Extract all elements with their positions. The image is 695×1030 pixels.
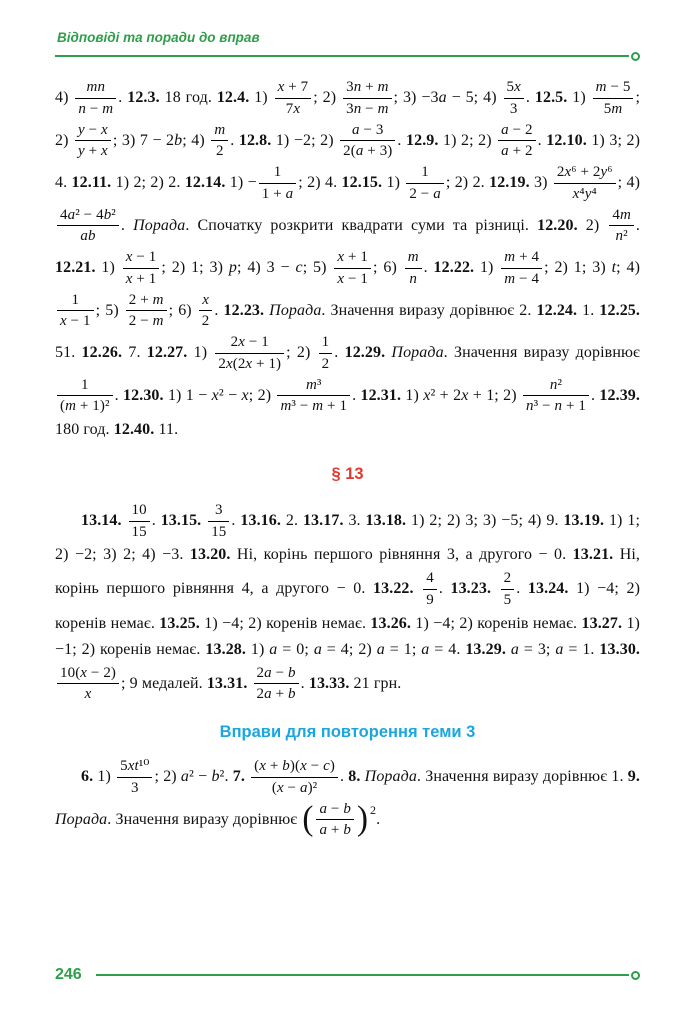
fraction-denominator: n³ − n + 1 — [526, 398, 586, 415]
exercise-number: 13.22. — [373, 580, 414, 598]
fraction — [319, 333, 333, 374]
math-variable: a — [501, 121, 509, 138]
math-variable: m — [504, 249, 516, 265]
math-variable: x — [225, 355, 233, 372]
math-variable: x — [241, 386, 249, 404]
fraction-denominator: 2a + b — [256, 686, 296, 703]
advice-label: Порада — [133, 216, 186, 234]
fraction-denominator: n − m — [78, 100, 114, 117]
math-variable: x — [101, 143, 108, 160]
exponent: 2 — [370, 802, 377, 817]
math-variable: x — [564, 164, 572, 180]
math-variable: a — [313, 640, 322, 658]
exercise-number: 13.23. — [450, 580, 492, 598]
fraction-denominator: 3n − m — [346, 100, 389, 117]
fraction-denominator: 7x — [285, 100, 301, 117]
exercise-number: 13.30. — [599, 640, 641, 658]
math-variable: t — [611, 258, 617, 276]
math-variable: a — [180, 768, 190, 786]
fraction-numerator: 1 — [57, 376, 113, 397]
exercise-number: 13.19. — [563, 511, 605, 529]
math-variable: m — [214, 121, 226, 138]
fraction — [501, 248, 542, 289]
exercise-number: 12.26. — [81, 343, 123, 361]
fraction — [117, 757, 152, 798]
math-variable: x — [259, 758, 266, 775]
math-variable: b — [174, 131, 183, 149]
fraction-denominator: m − 4 — [504, 270, 540, 287]
math-variable: ab — [80, 228, 96, 245]
math-variable: m — [152, 313, 164, 330]
fraction-denominator: 3 — [509, 100, 518, 117]
exercise-number: 13.29. — [465, 640, 506, 658]
math-variable: n — [554, 398, 563, 415]
math-variable: m — [595, 79, 607, 95]
fraction-numerator: 4m — [609, 206, 634, 227]
exercise-number: 13.33. — [308, 674, 350, 692]
fraction-denominator: 15 — [211, 523, 227, 540]
fraction — [523, 376, 589, 417]
fraction — [259, 163, 296, 204]
math-variable: n — [353, 100, 362, 117]
parenthesized-fraction-power — [301, 799, 376, 842]
fraction — [57, 376, 113, 417]
math-variable: a — [319, 800, 328, 817]
exercise-number: 12.30. — [123, 386, 164, 404]
fraction-numerator: 3 — [208, 501, 229, 522]
left-paren: ( — [302, 800, 314, 839]
math-variable: m — [504, 270, 516, 287]
fraction-denominator: a + 2 — [501, 143, 533, 160]
fraction — [208, 501, 229, 542]
fraction-numerator — [405, 248, 422, 269]
exercise-number: 12.21. — [55, 258, 96, 276]
math-variable: b — [282, 758, 290, 775]
fraction — [75, 78, 116, 119]
fraction — [57, 291, 94, 332]
math-variable: b — [343, 800, 351, 817]
math-variable: b — [103, 206, 112, 223]
math-variable: m — [305, 376, 317, 393]
fraction-denominator: 2 − a — [409, 185, 441, 202]
fraction-numerator: a − b — [316, 800, 353, 821]
math-variable: m — [312, 398, 324, 415]
page-header — [55, 30, 640, 61]
exercise-number: 13.18. — [365, 511, 407, 529]
fraction-denominator: 2(a + 3) — [343, 143, 393, 160]
fraction-numerator: 10 — [129, 501, 150, 522]
header-rule — [55, 52, 640, 61]
math-variable: x — [337, 270, 345, 287]
fraction-numerator: a − 2 — [498, 121, 535, 142]
exercise-number: 13.31. — [206, 674, 248, 692]
math-variable: n — [353, 79, 362, 95]
math-variable: x — [572, 185, 580, 202]
fraction-numerator: 2 + m — [126, 291, 167, 312]
answers-section-12: 4) $\frac{mn}{n - m}$ . 12.3. 18 год. 12.4. 1) $\frac{x + 7}{7x}$ ; 2) $\frac{3n + m}{3n - m}$ ; 3) −3a − 5; 4) $\frac{5x}{3}$ . 12.5. 1) $\frac{m - 5}{5m}$ ; 2) $\frac{y - x}{y + x}$ ; 3) 7 − 2b; 4) $\frac{m}{2}$ . 12.8. 1) −2; 2) $\frac{a - 3}{2(a + 3)}$ . 12.9. 1) 2; 2) $\frac{a - 2}{a + 2}$ . 12.10. 1) 3; 2) 4. 12.11. 1) 2; 2) 2. 12.14. 1) − $\frac{1}{1 + a}$ ; 2) 4. 12.15. 1) $\frac{1}{2 - a}$ ; 2) 2. 12.19. 3) $\frac{\text{2x⁶ + 2y⁶}}{\text{x⁴y⁴}}$ ; 4) $\frac{\text{4a² − 4b²}}{ab}$ . Порада. Спочатку розкрити квадрати суми та різниці. 12.20. 2) $\frac{4m}{\text{n²}}$ . 12.21. 1) $\frac{x - 1}{x + 1}$ ; 2) 1; 3) p; 4) 3 − c; 5) $\frac{x + 1}{x - 1}$ ; 6) $\frac{m}{n}$ . 12.22. 1) $\frac{m + 4}{m - 4}$ ; 2) 1; 3) t; 4) $\frac{1}{x - 1}$ ; 5) $\frac{2 + m}{2 - m}$ ; 6) $\frac{x}{2}$ . 12.23. Порада. Значення виразу дорівнює 2. 12.24. 1. 12.25. 51. 12.26. 7. 12.27. 1) $\frac{2x - 1}{2x(2x + 1)}$ ; 2) $\frac{1}{2}$ . 12.29. Порада. Значення виразу дорівнює $\frac{1}{\text{(m + 1)²}}$ . 12.30. 1) 1 − x² − x; 2) $\frac{\text{m³}}{\text{m³ − m + 1}}$ . 12.31. 1) x² + 2x + 1; 2) $\frac{\text{n²}}{\text{n³ − n + 1}}$ . 12.39. 180 год. 12.40. 11. — [55, 79, 641, 438]
math-variable: x — [423, 386, 431, 404]
exercise-number: 12.5. — [534, 88, 568, 106]
exercise-number: 13.17. — [302, 511, 344, 529]
math-variable: m — [152, 291, 164, 308]
fraction — [123, 248, 160, 289]
footer-rule-ring-icon — [631, 971, 640, 980]
fraction-denominator — [57, 226, 119, 246]
math-variable: x — [238, 334, 245, 350]
footer-rule — [96, 971, 640, 980]
advice-label: Порада — [364, 768, 417, 786]
exercise-number: 13.27. — [581, 614, 623, 632]
math-variable: m — [611, 100, 623, 117]
math-variable: m — [280, 398, 292, 415]
math-variable: n — [526, 398, 534, 415]
math-variable: a — [376, 640, 385, 658]
advice-label: Порада — [391, 343, 444, 361]
fraction-numerator: n² — [523, 376, 589, 397]
fraction — [57, 206, 119, 247]
fraction — [277, 376, 350, 417]
fraction-denominator: 9 — [426, 592, 434, 609]
math-variable: a — [510, 640, 519, 658]
math-variable: m — [377, 79, 389, 95]
fraction-denominator: (m + 1)² — [60, 398, 110, 415]
fraction-numerator: 2x⁶ + 2y⁶ — [554, 163, 616, 184]
math-variable: x — [514, 79, 521, 95]
fraction — [423, 569, 437, 610]
fraction-denominator: 5m — [603, 100, 623, 117]
math-variable: x — [293, 100, 301, 117]
math-variable: m — [377, 100, 389, 117]
exercise-number: 12.29. — [344, 343, 386, 361]
fraction-denominator: m³ − m + 1 — [280, 398, 348, 415]
fraction-numerator: 3n + m — [343, 78, 391, 99]
fraction-numerator: 5x — [504, 78, 524, 99]
math-variable: x — [84, 686, 92, 703]
fraction — [316, 800, 353, 841]
exercise-number: 12.27. — [146, 343, 188, 361]
math-variable: y — [78, 143, 85, 160]
exercise-number: 12.31. — [360, 386, 402, 404]
math-variable: x — [300, 758, 307, 775]
fraction-denominator: x − 1 — [60, 313, 91, 330]
fraction-numerator: x − 1 — [123, 248, 160, 269]
review-topic-3-heading: Вправи для повторення теми 3 — [219, 723, 476, 742]
math-variable: a — [264, 664, 272, 681]
page-number: 246 — [55, 966, 82, 983]
fraction-numerator: 4 — [423, 569, 437, 590]
answers-section-13: 13.14. $\frac{10}{15}$ . 13.15. $\frac{3}{15}$ . 13.16. 2. 13.17. 3. 13.18. 1) 2; 2) 3; 3) −5; 4) 9. 13.19. 1) 1; 2) −2; 3) 2; 4) −3. 13.20. Ні, корінь першого рівняння 3, а другого − 0. 13.21. Ні, корінь першого рівняння 4, а другого − 0. 13.22. $\frac{4}{9}$ . 13.23. $\frac{2}{5}$ . 13.24. 1) −4; 2) коренів немає. 13.25. 1) −4; 2) коренів немає. 13.26. 1) −4; 2) коренів немає. 13.27. 1) −1; 2) коренів немає. 13.28. 1) a = 0; a = 4; 2) a = 1; a = 4. 13.29. a = 3; a = 1. 13.30. $\frac{10(x - 2)}{x}$ ; 9 медалей. 13.31. $\frac{2a - b}{2a + b}$ . 13.33. 21 грн. — [55, 501, 641, 703]
fraction-numerator: 4a² − 4b² — [57, 206, 119, 227]
header-rule-line — [55, 55, 629, 57]
fraction-numerator: 1 — [259, 163, 296, 184]
exercise-number: 12.14. — [184, 173, 226, 191]
fraction-denominator: 2 — [321, 355, 330, 372]
math-variable: c — [323, 758, 330, 775]
math-variable: n — [615, 228, 624, 245]
fraction — [498, 121, 535, 162]
fraction-numerator: m³ — [277, 376, 350, 397]
math-variable: x — [101, 121, 108, 138]
advice-label: Порада — [55, 810, 108, 828]
exercise-number: 13.25. — [159, 614, 200, 632]
exercise-number: 12.23. — [223, 301, 265, 319]
math-variable: y — [584, 185, 592, 202]
fraction — [593, 78, 634, 119]
running-head-title: Відповіді та поради до вправ — [57, 30, 260, 45]
exercise-number: 12.15. — [341, 173, 383, 191]
fraction-denominator: 3 — [130, 779, 139, 796]
fraction — [504, 78, 524, 119]
exercise-number: 13.14. — [81, 511, 122, 529]
math-variable: mn — [86, 79, 106, 95]
math-variable: m — [102, 100, 114, 117]
fraction-numerator: 2x − 1 — [215, 333, 284, 354]
math-variable: x — [277, 79, 285, 95]
fraction — [211, 121, 228, 162]
fraction — [340, 121, 395, 162]
fraction-denominator: 2 — [215, 143, 224, 160]
exercise-number: 12.9. — [406, 131, 439, 149]
math-variable: x — [211, 386, 219, 404]
right-paren: ) — [356, 800, 369, 839]
math-variable: x — [245, 355, 253, 372]
exercise-number: 12.8. — [238, 131, 272, 149]
fraction-numerator: m + 4 — [501, 248, 542, 269]
exercise-number: 12.10. — [546, 131, 587, 149]
fraction-numerator: x + 1 — [334, 248, 371, 269]
math-variable: m — [619, 206, 631, 223]
fraction-denominator — [405, 269, 422, 289]
math-variable: x — [461, 386, 469, 404]
fraction-numerator: (x + b)(x − c) — [251, 757, 338, 778]
fraction — [343, 78, 391, 119]
math-variable: m — [65, 398, 77, 415]
exercise-number: 8. — [348, 768, 361, 786]
page-footer — [55, 966, 640, 984]
fraction-numerator: 1 — [57, 291, 94, 312]
fraction — [57, 664, 119, 705]
fraction-denominator: y + x — [78, 143, 108, 160]
math-variable: n — [549, 376, 558, 393]
fraction — [334, 248, 371, 289]
fraction — [405, 248, 422, 289]
fraction — [609, 206, 634, 247]
fraction — [129, 501, 150, 542]
math-variable: a — [67, 206, 76, 223]
exercise-number: 12.22. — [433, 258, 475, 276]
exercise-number: 12.20. — [537, 216, 578, 234]
math-variable: a — [438, 88, 447, 106]
exercise-number: 12.3. — [127, 88, 160, 106]
section-13-heading: § 13 — [331, 464, 364, 483]
math-variable: n — [409, 270, 417, 287]
fraction — [215, 333, 284, 374]
math-variable: b — [288, 664, 296, 681]
fraction-numerator — [75, 78, 116, 99]
fraction-numerator — [199, 291, 213, 312]
math-variable: a — [264, 686, 272, 703]
math-variable: x — [125, 249, 133, 265]
math-variable: a — [421, 640, 430, 658]
exercise-number: 13.20. — [189, 546, 231, 564]
exercise-number: 12.4. — [216, 88, 250, 106]
math-variable: b — [288, 686, 296, 703]
math-variable: a — [285, 185, 294, 202]
math-variable: x — [60, 313, 67, 330]
math-variable: y — [600, 164, 608, 180]
content — [55, 77, 640, 841]
exercise-number: 6. — [81, 768, 94, 786]
fraction-numerator: m − 5 — [593, 78, 634, 99]
exercise-number: 13.24. — [527, 580, 569, 598]
math-variable: a — [355, 143, 364, 160]
fraction — [126, 291, 167, 332]
math-variable: x — [125, 270, 133, 287]
fraction — [275, 78, 312, 119]
fraction-numerator: 1 — [319, 333, 333, 354]
header-rule-ring-icon — [631, 52, 640, 61]
math-variable: n — [78, 100, 87, 117]
fraction-denominator: 2 − m — [128, 313, 164, 330]
math-variable: a — [433, 185, 441, 202]
answers-review-topic-3: 6. 1) $\frac{\text{5xt¹⁰}}{3}$ ; 2) a² − b². 7. $\frac{(x + b)(x - c)}{\text{(x − a)²}}$ . 8. Порада. Значення виразу дорівнює 1. 9. Порада. Значення виразу дорівнює ( $\frac{a - b}{a + b}$ ) 2 . — [55, 756, 640, 841]
fraction-denominator: 15 — [131, 523, 147, 540]
math-variable: x — [80, 664, 88, 681]
exercise-number: 12.19. — [489, 173, 530, 191]
fraction — [251, 757, 338, 798]
fraction-denominator: (x − a)² — [271, 779, 318, 796]
fraction — [199, 291, 213, 332]
math-variable: a — [299, 779, 308, 796]
math-variable: b — [343, 822, 351, 839]
fraction-numerator: 2a − b — [254, 664, 299, 685]
exercise-number: 13.16. — [240, 511, 281, 529]
fraction-numerator — [211, 121, 228, 142]
fraction-denominator: 5 — [503, 592, 512, 609]
exercise-number: 7. — [232, 768, 245, 786]
fraction-denominator: x + 1 — [125, 270, 157, 287]
math-variable: a — [501, 143, 509, 160]
exercise-number: 12.24. — [536, 301, 578, 319]
math-variable: p — [228, 258, 237, 276]
fraction — [554, 163, 616, 204]
math-variable: a — [269, 640, 278, 658]
fraction-numerator: 5xt¹⁰ — [117, 757, 152, 778]
footer-rule-line — [96, 974, 629, 976]
exercise-number: 12.11. — [71, 173, 112, 191]
advice-label: Порада — [269, 301, 322, 319]
exercise-number: 12.39. — [599, 386, 640, 404]
exercise-number: 9. — [627, 768, 640, 786]
fraction-denominator: a + b — [319, 822, 351, 839]
math-variable: c — [295, 258, 303, 276]
math-variable: a — [555, 640, 564, 658]
fraction-denominator: 1 + a — [261, 185, 294, 202]
fraction-denominator: 2 — [201, 313, 210, 330]
fraction — [75, 121, 111, 162]
math-variable: x — [276, 779, 284, 796]
math-variable: x — [337, 249, 345, 265]
fraction-denominator: 2x(2x + 1) — [218, 355, 282, 372]
fraction-numerator: 2 — [501, 569, 515, 590]
exercise-number: 12.40. — [113, 421, 155, 438]
exercise-number: 12.25. — [599, 301, 641, 319]
math-variable: x — [202, 291, 209, 308]
fraction-numerator: x + 7 — [275, 78, 312, 99]
fraction-numerator: a − 3 — [340, 121, 395, 142]
fraction-denominator: x⁴y⁴ — [572, 185, 597, 202]
fraction — [254, 664, 299, 705]
fraction-numerator: 1 — [406, 163, 443, 184]
fraction-denominator — [57, 684, 119, 704]
math-variable: y — [78, 121, 85, 138]
fraction-numerator: y − x — [75, 121, 111, 142]
exercise-number: 13.28. — [205, 640, 246, 658]
fraction-denominator: n² — [615, 228, 628, 245]
math-variable: xt — [127, 758, 139, 775]
exercise-number: 13.15. — [160, 511, 202, 529]
math-variable: a — [352, 121, 360, 138]
fraction — [406, 163, 443, 204]
fraction-denominator: x − 1 — [337, 270, 369, 287]
exercise-number: 13.26. — [370, 614, 411, 632]
fraction-numerator: 10(x − 2) — [57, 664, 119, 685]
math-variable: b — [211, 768, 220, 786]
math-variable: m — [407, 249, 419, 265]
math-variable: a — [319, 822, 328, 839]
exercise-number: 13.21. — [572, 546, 614, 564]
fraction — [501, 569, 515, 610]
